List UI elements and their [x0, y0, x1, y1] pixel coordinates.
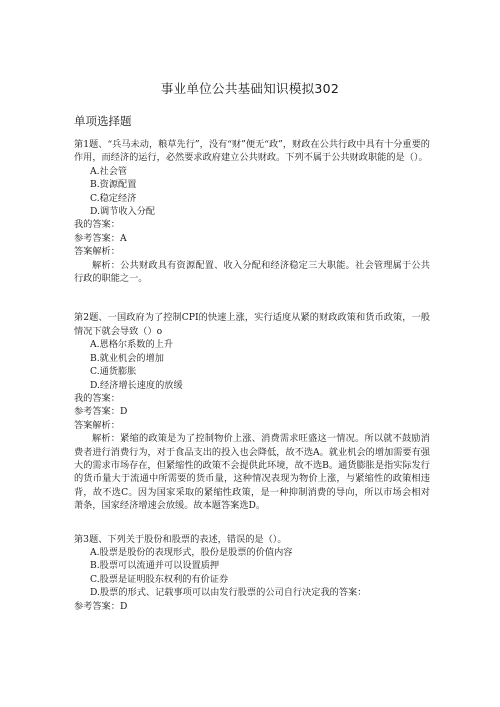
option-c: C.股票是证明股东权利的有价证券	[90, 573, 229, 585]
option-c: C.通货膨胀	[90, 366, 137, 378]
analysis-text: 解析：公共财政具有资源配置、收入分配和经济稳定三大职能。社会管理属于公共行政的职能之一。	[74, 259, 430, 285]
my-answer-label: 我的答案：	[74, 392, 120, 404]
reference-answer-label: 参考答案：	[74, 232, 120, 244]
analysis-label: 答案解析：	[74, 246, 120, 258]
document-title: 事业单位公共基础知识模拟302	[160, 81, 340, 96]
option-a: A.恩格尔系数的上升	[90, 339, 174, 351]
question-2	[74, 311, 430, 512]
option-b: B.资源配置	[90, 179, 137, 191]
section-heading: 单项选择题	[74, 114, 132, 128]
reference-answer-value: D	[119, 600, 128, 612]
question-3	[74, 533, 430, 613]
option-d: D.股票的形式、记载事项可以由发行股票的公司自行决定我的答案：	[90, 587, 367, 599]
option-d: D.经济增长速度的放缓	[90, 379, 183, 391]
reference-answer	[74, 405, 430, 418]
reference-answer	[74, 600, 430, 613]
option-a: A.股票是股份的表现形式，股份是股票的价值内容	[90, 546, 293, 558]
reference-answer-value: D	[119, 406, 128, 418]
option-b: B.就业机会的增加	[90, 352, 164, 364]
option-b: B.股票可以流通并可以设置质押	[90, 560, 220, 572]
analysis-text: 解析：紧缩的政策是为了控制物价上涨、消费需求旺盛这一情况。所以就不鼓励消费者进行消费行为，对于食品支出的投入也会降低，故不选A。就业机会的增加需要有强大的需求市场存在，但紧缩性的政策不会提供此环境，故不选B。通货膨胀是指实际发行的货币量大于流通中所需要的货币量，这种情况表现为物价上涨，与紧缩性的政策相违背，故不选C。因为国家采取的紧缩性政策，是一种抑制消费的导向，所以市场会相对萧条，国家经济增速会放缓。故本题答案选D。	[74, 433, 430, 512]
reference-answer-value: A	[119, 232, 127, 244]
option-c: C.稳定经济	[90, 192, 137, 204]
option-a: A.社会管	[90, 165, 128, 177]
question-list	[74, 138, 430, 613]
question-stem: 第1题、“兵马未动，粮草先行”，没有“财”便无“政”，财政在公共行政中具有十分重要的作用，而经济的运行，必然要求政府建立公共财政。下列不属于公共财政职能的是（）。	[74, 139, 430, 164]
analysis-label: 答案解析：	[74, 419, 120, 431]
question-stem: 第3题、下列关于股份和股票的表述，错误的是（）。	[74, 533, 287, 545]
reference-answer	[74, 232, 430, 245]
question-stem: 第2题、一国政府为了控制CPI的快速上涨，实行适度从紧的财政政策和货币政策，一般情况下就会导致（）o	[74, 312, 430, 337]
reference-answer-label: 参考答案：	[74, 600, 120, 612]
option-d: D.调节收入分配	[90, 206, 156, 218]
my-answer-label: 我的答案：	[74, 219, 120, 231]
question-1	[74, 138, 430, 285]
reference-answer-label: 参考答案：	[74, 406, 120, 418]
